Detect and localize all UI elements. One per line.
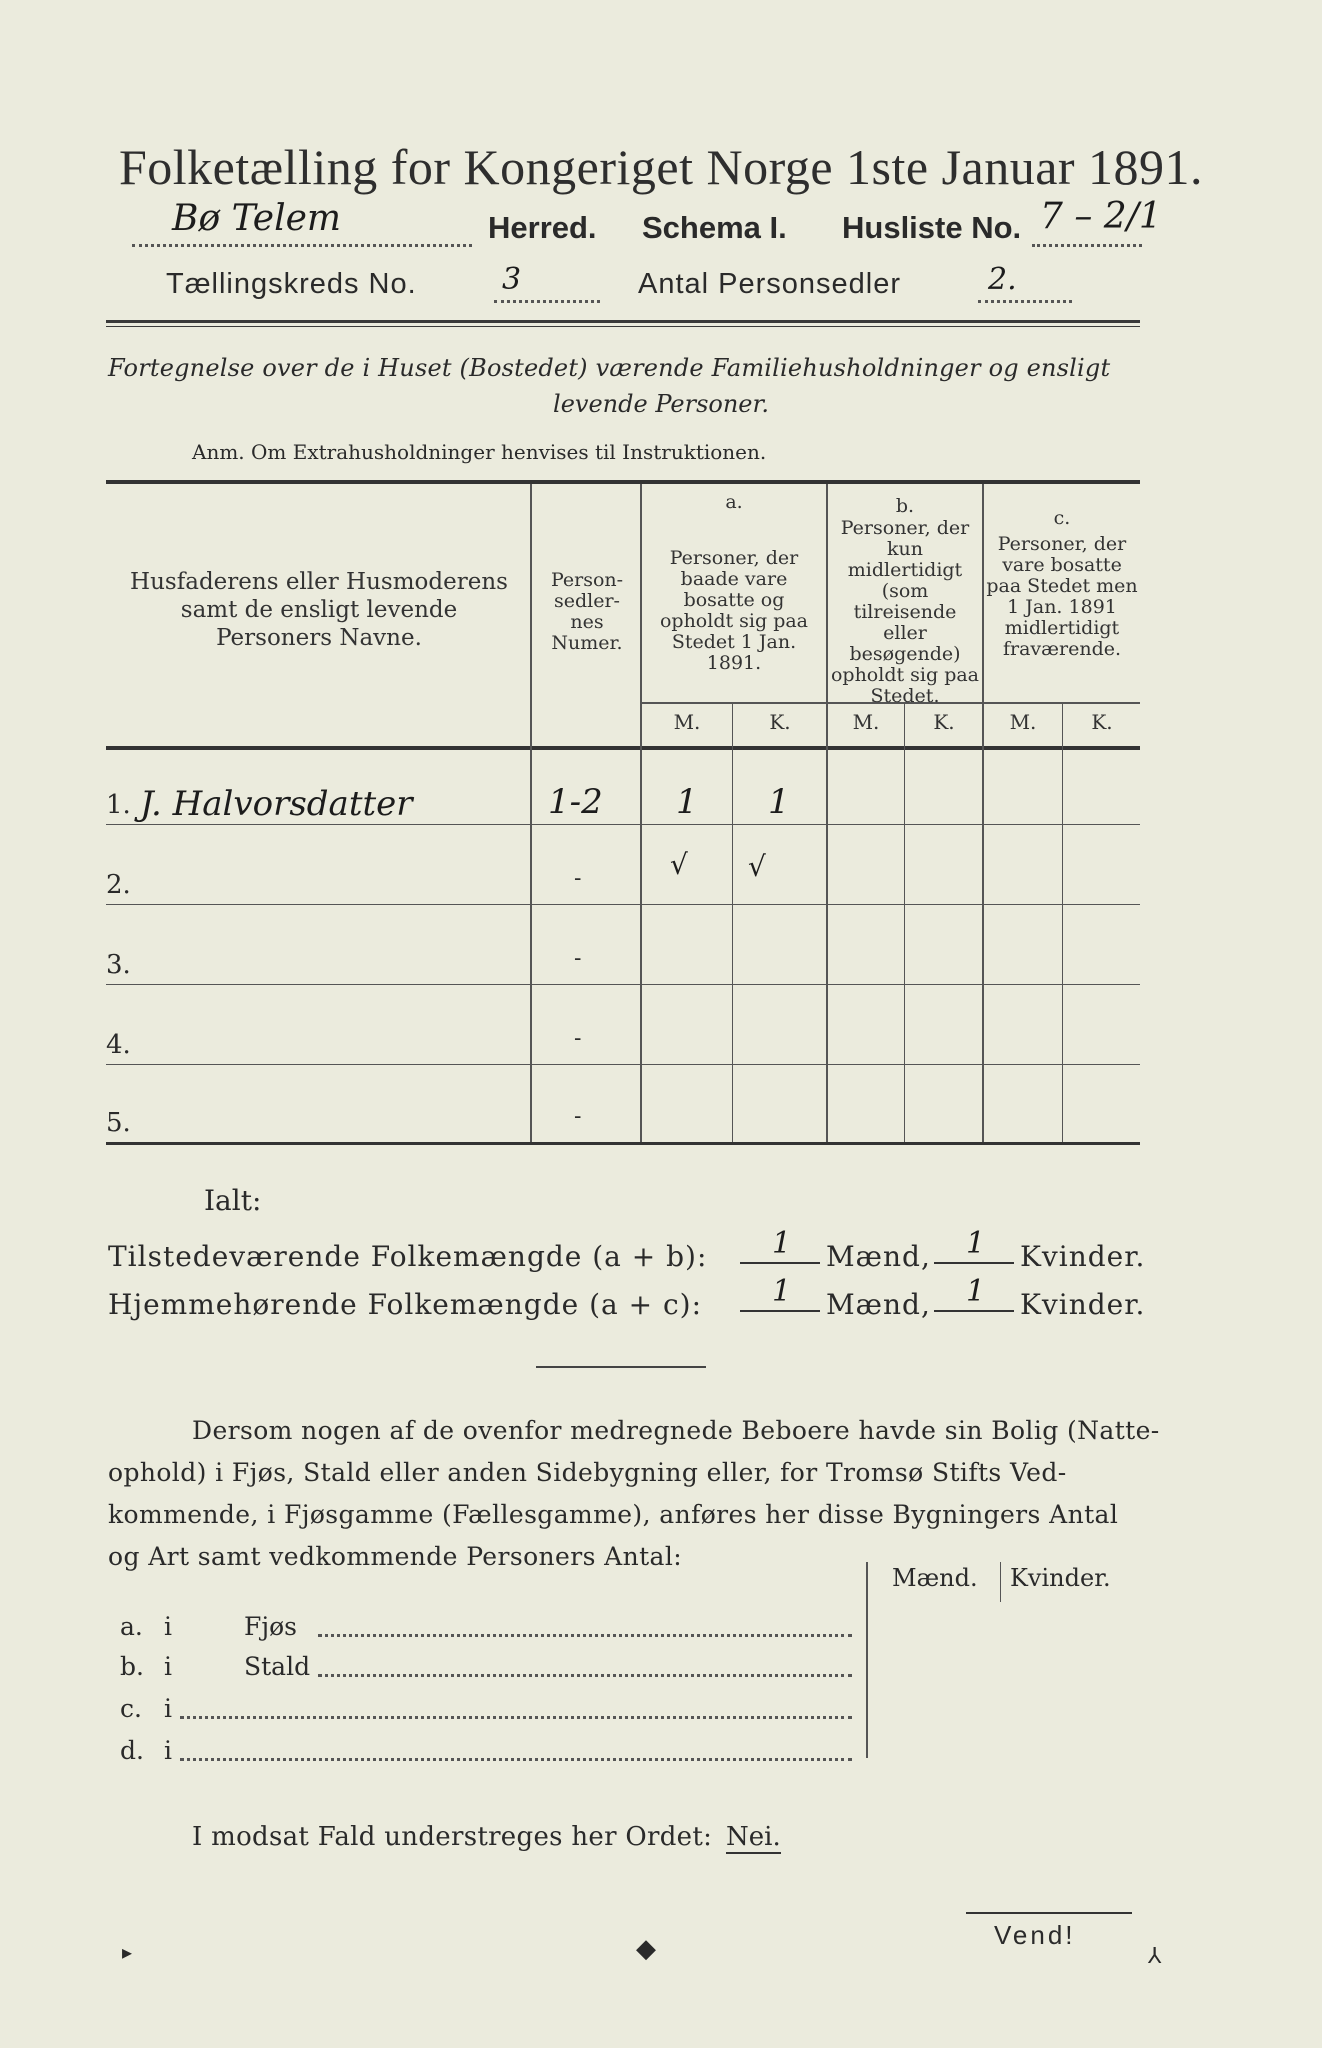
antal-value: 2. (988, 262, 1017, 297)
row-2-a-k: √ (748, 850, 766, 883)
table-bottom-rule (106, 1142, 1140, 1145)
antal-label: Antal Personsedler (638, 268, 902, 300)
nei-word: Nei. (726, 1822, 781, 1852)
corner-mark-left: ▸ (122, 1940, 133, 1964)
item-a-dots (318, 1634, 852, 1637)
husliste-label: Husliste No. (842, 210, 1022, 245)
corner-mark-right: ⅄ (1148, 1944, 1162, 1969)
tilstede-kvinder: Kvinder. (1020, 1240, 1146, 1273)
header-c-letter: c. (1053, 507, 1071, 529)
col-sub-a (732, 704, 733, 1142)
tilstede-k-line (934, 1262, 1014, 1264)
item-b-label: Stald (244, 1652, 311, 1681)
header-b-m: M. (852, 710, 880, 734)
anm-note: Anm. Om Extrahusholdninger henvises til Instruktionen. (192, 440, 767, 464)
hjemme-maend: Mænd, (826, 1288, 931, 1321)
hjemme-m-value: 1 (772, 1274, 792, 1309)
item-b-i: i (164, 1652, 172, 1681)
item-d-letter: d. (120, 1736, 144, 1765)
husliste-value: 7 – 2/1 (1040, 196, 1162, 237)
herred-label: Herred. (488, 210, 597, 245)
item-c-letter: c. (120, 1694, 142, 1723)
bygning-col-line-2 (1000, 1562, 1001, 1602)
row-1-number: 1. (106, 790, 131, 820)
row-1-name: J. Halvorsdatter (140, 784, 413, 824)
item-c-dots (180, 1716, 852, 1719)
tilstede-m-line (740, 1262, 820, 1264)
section-separator (536, 1366, 706, 1368)
header-a-k: K. (769, 710, 791, 734)
hjemme-label: Hjemmehørende Folkemængde (a + c): (108, 1288, 702, 1321)
item-a-i: i (164, 1612, 172, 1641)
col-sub-c (1062, 704, 1063, 1142)
item-b-letter: b. (120, 1652, 144, 1681)
row-line-3 (106, 984, 1140, 985)
header-a-m: M. (673, 710, 701, 734)
header-a-letter: a. (725, 491, 743, 513)
col-line-1 (530, 484, 532, 1142)
item-d-i: i (164, 1736, 172, 1765)
tilstede-maend: Mænd, (826, 1240, 931, 1273)
header-b: Personer, der kun midlertidigt (som tilreisende eller besøgende) opholdt sig paa Stedet. (830, 517, 980, 707)
row-line-1 (106, 824, 1140, 825)
header-b-k: K. (933, 710, 955, 734)
row-line-2 (106, 904, 1140, 905)
header-name: Husfaderens eller Husmoderens samt de ensligt levende Personers Navne. (130, 569, 508, 651)
herred-value: Bø Telem (172, 198, 342, 239)
row-5-number: 5. (106, 1108, 131, 1138)
col-line-3 (826, 484, 828, 1142)
item-b-dots (318, 1674, 852, 1677)
row-4-sedler: - (574, 1026, 582, 1051)
table-header-rule (106, 746, 1140, 750)
bygning-col-kvinder: Kvinder. (1010, 1564, 1111, 1592)
vend-rule (966, 1912, 1132, 1914)
item-c-i: i (164, 1694, 172, 1723)
item-d-dots (180, 1758, 852, 1761)
bygning-col-line-1 (866, 1562, 868, 1758)
row-3-number: 3. (106, 950, 131, 980)
hjemme-m-line (740, 1310, 820, 1312)
header-b-letter: b. (895, 495, 915, 517)
vend-text: Vend! (994, 1920, 1076, 1950)
intro-line-2: levende Personer. (553, 390, 769, 418)
tilstede-k-value: 1 (966, 1226, 986, 1261)
header-c-k: K. (1091, 710, 1113, 734)
row-2-sedler: - (574, 866, 582, 891)
kreds-value: 3 (502, 262, 522, 297)
col-line-4 (982, 484, 984, 1142)
bygning-para-1: Dersom nogen af de ovenfor medregnede Beboere havde sin Bolig (Natte- (192, 1416, 1160, 1445)
row-1-a-k: 1 (768, 782, 790, 822)
intro-line-1: Fortegnelse over de i Huset (Bostedet) værende Familiehusholdninger og ensligt (108, 354, 1111, 382)
table-top-rule (106, 480, 1140, 484)
hjemme-k-line (934, 1310, 1014, 1312)
col-line-2 (640, 484, 642, 1142)
item-a-label: Fjøs (244, 1612, 297, 1641)
hjemme-k-value: 1 (966, 1274, 986, 1309)
ialt-label: Ialt: (204, 1184, 262, 1217)
modsat-text: I modsat Fald understreges her Ordet: (192, 1822, 713, 1852)
header-c: Personer, der vare bosatte paa Stedet men 1 Jan. 1891 midlertidigt fraværende. (986, 533, 1138, 660)
row-2-a-m: √ (670, 848, 688, 881)
header-a: Personer, der baade vare bosatte og opholdt sig paa Stedet 1 Jan. 1891. (659, 547, 809, 674)
bygning-col-maend: Mænd. (892, 1564, 978, 1592)
kreds-label: Tællingskreds No. (166, 268, 417, 300)
col-sub-b (904, 704, 905, 1142)
row-5-sedler: - (574, 1104, 582, 1129)
center-ink-mark: ◆ (636, 1934, 656, 1964)
row-1-a-m: 1 (676, 782, 698, 822)
form-title: Folketælling for Kongeriget Norge 1ste Januar 1891. (118, 139, 1204, 195)
bygning-para-2: ophold) i Fjøs, Stald eller anden Sidebygning eller, for Tromsø Stifts Ved- (108, 1458, 1067, 1487)
tilstede-m-value: 1 (772, 1226, 792, 1261)
tilstede-label: Tilstedeværende Folkemængde (a + b): (108, 1240, 708, 1273)
schema-label: Schema I. (642, 210, 787, 245)
row-line-4 (106, 1064, 1140, 1065)
item-a-letter: a. (120, 1612, 143, 1641)
bygning-para-3: kommende, i Fjøsgamme (Fællesgamme), anføres her disse Bygningers Antal (108, 1500, 1119, 1529)
bygning-para-4: og Art samt vedkommende Personers Antal: (108, 1542, 683, 1571)
row-2-number: 2. (106, 870, 131, 900)
row-4-number: 4. (106, 1030, 131, 1060)
header-number: Person-sedler-nes Numer. (550, 569, 624, 654)
row-3-sedler: - (574, 946, 582, 971)
row-1-sedler: 1-2 (548, 782, 603, 822)
header-c-m: M. (1009, 710, 1037, 734)
hjemme-kvinder: Kvinder. (1020, 1288, 1146, 1321)
